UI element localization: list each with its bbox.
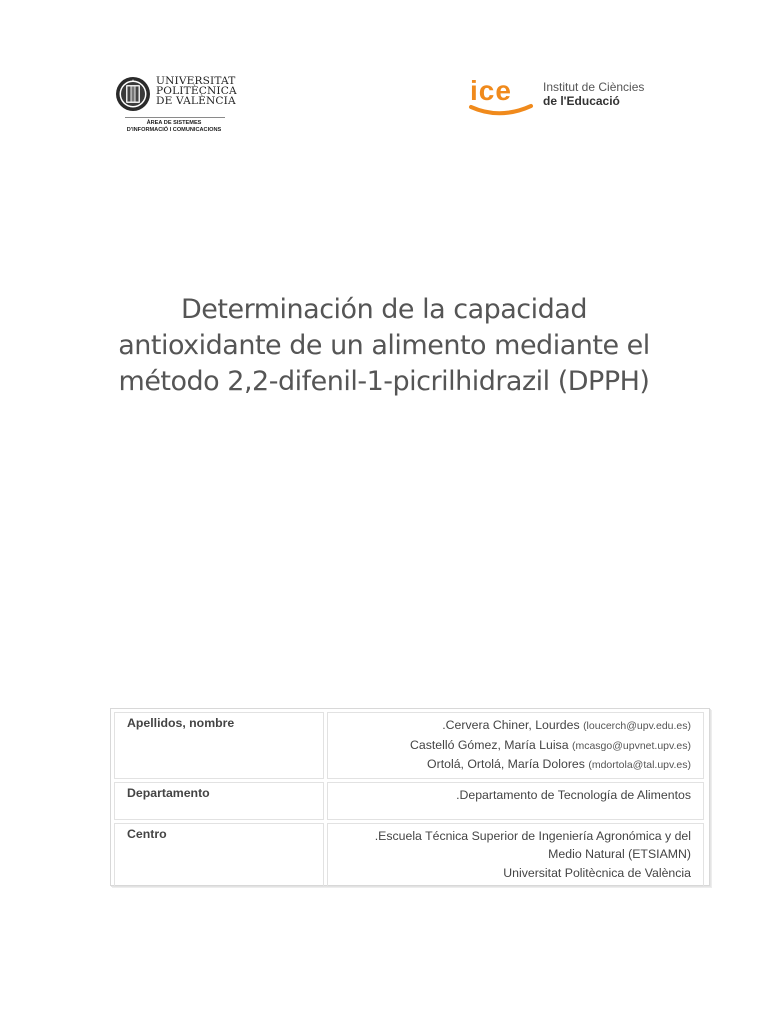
table-row-authors	[114, 712, 704, 779]
upv-area-line-2: D'INFORMACIÓ I COMUNICACIONS	[126, 127, 222, 133]
table-row-center	[114, 823, 704, 887]
center-line: Medio Natural (ETSIAMN)	[548, 847, 691, 861]
department-line: .Departamento de Tecnología de Alimentos	[456, 787, 691, 802]
svg-text:ice: ice	[470, 76, 512, 106]
center-label: Centro	[114, 823, 324, 887]
upv-logo	[115, 75, 237, 134]
ice-name-line-1: Institut de Ciències	[543, 80, 645, 94]
info-table	[110, 708, 710, 886]
center-line: .Escuela Técnica Superior de Ingeniería Agronómica y del	[374, 828, 691, 843]
ice-logo	[467, 76, 657, 118]
upv-area-line-1: ÀREA DE SISTEMES	[146, 120, 202, 126]
author-line: Castelló Gómez, María Luisa (mcasgo@upvnet.upv.es)	[409, 737, 691, 752]
ice-name-line-2: de l'Educació	[543, 94, 620, 108]
authors-label: Apellidos, nombre	[114, 712, 324, 779]
department-label: Departamento	[114, 782, 324, 820]
center-value	[327, 823, 704, 887]
department-value	[327, 782, 704, 820]
table-row-department	[114, 782, 704, 820]
author-line: Ortolá, Ortolá, María Dolores (mdortola@tal.upv.es)	[427, 757, 691, 771]
upv-name-line-1: UNIVERSITAT	[156, 75, 236, 87]
upv-divider	[125, 117, 225, 118]
upv-name-line-2: POLITÈCNICA	[156, 84, 237, 97]
center-line: Universitat Politècnica de València	[503, 865, 691, 880]
upv-name-line-3: DE VALÈNCIA	[156, 94, 236, 107]
author-email[interactable]: (loucerch@upv.edu.es)	[583, 720, 691, 732]
author-email[interactable]: (mcasgo@upvnet.upv.es)	[571, 739, 691, 752]
document-title: Determinación de la capacidad antioxidante de un alimento mediante el método 2,2-difenil-1-picrilhidrazil (DPPH)	[118, 294, 650, 397]
ice-mark-icon	[467, 76, 537, 118]
author-email[interactable]: (mdortola@tal.upv.es)	[588, 759, 691, 771]
upv-seal-icon	[115, 76, 151, 112]
author-line: .Cervera Chiner, Lourdes (loucerch@upv.edu.es)	[442, 718, 691, 732]
authors-value	[327, 712, 704, 779]
